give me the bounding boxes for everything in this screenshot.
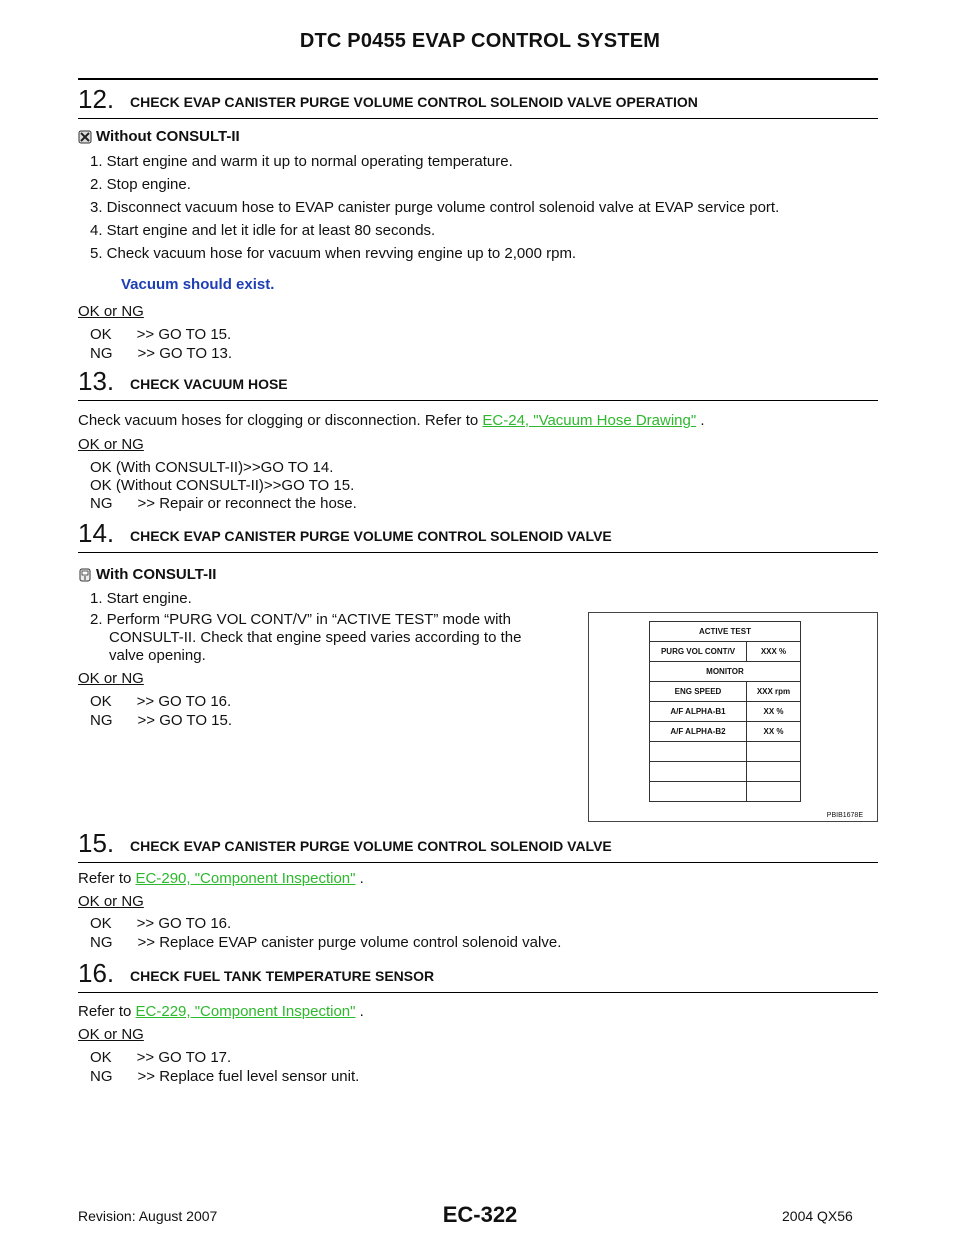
s13-result-2: OK (Without CONSULT-II)>>GO TO 15. <box>90 477 355 494</box>
s15-result-ng: NG >> Replace EVAP canister purge volume control solenoid valve. <box>90 934 562 951</box>
empty-cell <box>650 742 747 762</box>
s13-result-1: OK (With CONSULT-II)>>GO TO 14. <box>90 459 334 476</box>
without-consult-text: Without CONSULT-II <box>96 128 240 145</box>
eng-speed-label: ENG SPEED <box>650 682 747 702</box>
purg-vol-label: PURG VOL CONT/V <box>650 642 747 662</box>
section-15-rule <box>78 862 878 863</box>
s15-result-ok: OK >> GO TO 16. <box>90 915 232 932</box>
s14-step-2c: valve opening. <box>109 647 206 664</box>
af-alpha-b1-value: XX % <box>747 702 801 722</box>
s16-result-ok: OK >> GO TO 17. <box>90 1049 232 1066</box>
s16-refer-text <box>78 1003 364 1021</box>
s12-spec: Vacuum should exist. <box>121 276 275 293</box>
empty-cell <box>747 742 801 762</box>
footer-revision: Revision: August 2007 <box>78 1208 218 1224</box>
s16-text: Refer to <box>78 1003 132 1020</box>
s13-link[interactable]: EC-24, "Vacuum Hose Drawing" <box>482 412 697 429</box>
s13-text: Check vacuum hoses for clogging or disconnection. Refer to <box>78 412 479 429</box>
s16-after: . <box>355 1003 364 1020</box>
table-row <box>650 682 801 702</box>
without-consult-icon <box>78 130 92 149</box>
s15-refer-text <box>78 870 364 888</box>
table-row <box>650 722 801 742</box>
s14-result-ok: OK >> GO TO 16. <box>90 693 232 710</box>
section-16-heading <box>78 958 878 988</box>
s15-after: . <box>355 870 364 887</box>
consult-screen-figure <box>588 612 878 822</box>
table-row <box>650 762 801 782</box>
s12-step-2: 2. Stop engine. <box>90 176 191 193</box>
empty-cell <box>747 762 801 782</box>
s15-text: Refer to <box>78 870 132 887</box>
section-13-rule <box>78 400 878 401</box>
s14-step-2b: CONSULT-II. Check that engine speed varies according to the <box>109 629 522 646</box>
s14-step-2a: 2. Perform “PURG VOL CONT/V” in “ACTIVE TEST” mode with <box>90 611 511 628</box>
s13-result-3: NG >> Repair or reconnect the hose. <box>90 495 357 512</box>
page-number: EC-322 <box>442 1202 518 1227</box>
s16-link[interactable]: EC-229, "Component Inspection" <box>135 1003 356 1020</box>
s12-result-ng: NG >> GO TO 13. <box>90 345 233 362</box>
monitor-header: MONITOR <box>650 662 801 682</box>
section-16-rule <box>78 992 878 993</box>
af-alpha-b1-label: A/F ALPHA-B1 <box>650 702 747 722</box>
s12-step-1: 1. Start engine and warm it up to normal operating temperature. <box>90 153 513 170</box>
section-12-number: 12. <box>78 84 115 114</box>
section-14-heading <box>78 518 878 548</box>
section-13-title: CHECK VACUUM HOSE <box>130 376 288 392</box>
section-13-number: 13. <box>78 366 115 396</box>
s15-link[interactable]: EC-290, "Component Inspection" <box>135 870 356 887</box>
section-15-title: CHECK EVAP CANISTER PURGE VOLUME CONTROL SOLENOID VALVE <box>130 838 612 854</box>
s12-step-4: 4. Start engine and let it idle for at least 80 seconds. <box>90 222 436 239</box>
active-test-table <box>649 621 801 802</box>
s16-ok-or-ng: OK or NG <box>78 1026 144 1043</box>
header-rule <box>78 78 878 80</box>
section-15-heading <box>78 828 878 858</box>
s15-ok-or-ng: OK or NG <box>78 893 144 910</box>
s12-step-3: 3. Disconnect vacuum hose to EVAP canister purge volume control solenoid valve at EVAP service port. <box>90 199 780 216</box>
s14-result-ng: NG >> GO TO 15. <box>90 712 233 729</box>
table-row <box>650 702 801 722</box>
table-row <box>650 642 801 662</box>
section-16-number: 16. <box>78 958 115 988</box>
section-15-number: 15. <box>78 828 115 858</box>
s13-after: . <box>696 412 705 429</box>
page-title: DTC P0455 EVAP CONTROL SYSTEM <box>299 30 661 52</box>
table-row <box>650 742 801 762</box>
without-consult-label <box>78 128 240 149</box>
section-12-title: CHECK EVAP CANISTER PURGE VOLUME CONTROL SOLENOID VALVE OPERATION <box>130 94 698 110</box>
s16-result-ng: NG >> Replace fuel level sensor unit. <box>90 1068 360 1085</box>
active-test-header: ACTIVE TEST <box>650 622 801 642</box>
purg-vol-value: XXX % <box>747 642 801 662</box>
section-12-rule <box>78 118 878 119</box>
eng-speed-value: XXX rpm <box>747 682 801 702</box>
section-14-title: CHECK EVAP CANISTER PURGE VOLUME CONTROL SOLENOID VALVE <box>130 528 612 544</box>
section-14-rule <box>78 552 878 553</box>
af-alpha-b2-label: A/F ALPHA-B2 <box>650 722 747 742</box>
empty-cell <box>650 782 747 802</box>
empty-cell <box>650 762 747 782</box>
with-consult-icon <box>78 568 92 587</box>
af-alpha-b2-value: XX % <box>747 722 801 742</box>
section-16-title: CHECK FUEL TANK TEMPERATURE SENSOR <box>130 968 435 984</box>
s12-step-5: 5. Check vacuum hose for vacuum when revving engine up to 2,000 rpm. <box>90 245 577 262</box>
with-consult-label <box>78 566 216 587</box>
section-12-heading <box>78 84 878 114</box>
s13-refer-text <box>78 412 705 430</box>
footer-model: 2004 QX56 <box>782 1208 853 1224</box>
section-14-number: 14. <box>78 518 115 548</box>
table-row <box>650 622 801 642</box>
figure-code: PBIB1678E <box>826 812 863 819</box>
s12-result-ok: OK >> GO TO 15. <box>90 326 232 343</box>
s14-ok-or-ng: OK or NG <box>78 670 144 687</box>
s13-ok-or-ng: OK or NG <box>78 436 144 453</box>
s12-ok-or-ng: OK or NG <box>78 303 144 320</box>
s14-step-1: 1. Start engine. <box>90 590 192 607</box>
table-row <box>650 662 801 682</box>
section-13-heading <box>78 366 878 396</box>
with-consult-text: With CONSULT-II <box>96 566 217 583</box>
empty-cell <box>747 782 801 802</box>
table-row <box>650 782 801 802</box>
